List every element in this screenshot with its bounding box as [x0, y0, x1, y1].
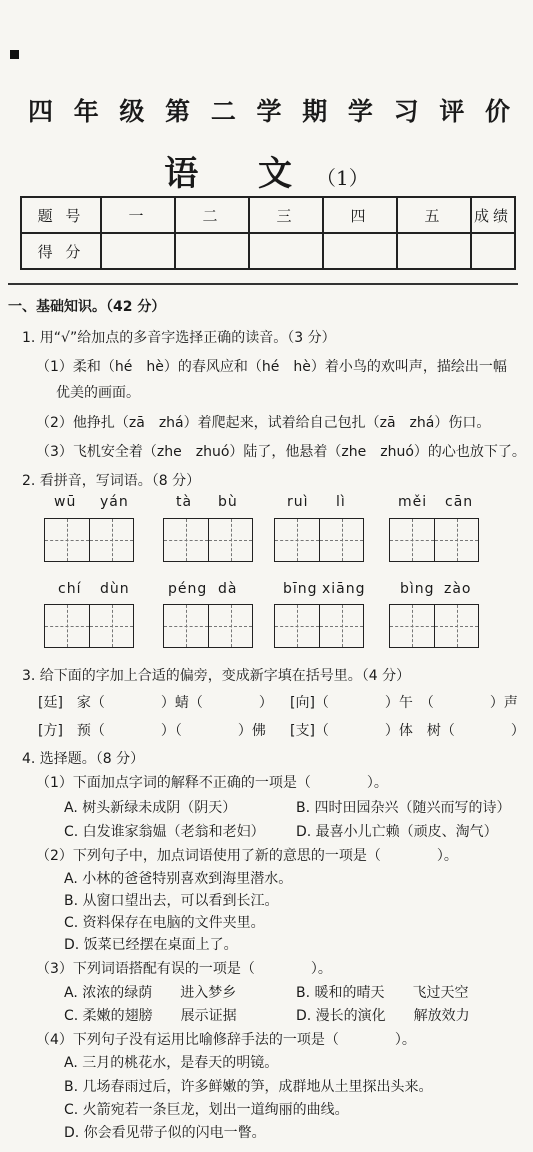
option: B. 从窗口望出去，可以看到长江。 — [64, 893, 279, 909]
score-table-header-row — [21, 197, 515, 233]
grid-cell[interactable] — [319, 519, 363, 561]
score-table-score-row — [21, 233, 515, 269]
pinyin: tà — [176, 494, 193, 510]
writing-grid[interactable] — [44, 604, 134, 648]
grid-cell[interactable] — [45, 605, 89, 647]
score-table — [20, 196, 516, 270]
score-input-cell[interactable] — [175, 233, 249, 269]
option: A. 小林的爸爸特别喜欢到海里潜水。 — [64, 871, 293, 887]
pinyin: yán — [100, 494, 129, 510]
option: D. 饭菜已经摆在桌面上了。 — [64, 937, 238, 953]
question-1-item-3: （3）飞机安全着（zhe zhuó）陆了，他悬着（zhe zhuó）的心也放下了。 — [36, 444, 526, 460]
pinyin: zào — [444, 581, 472, 597]
score-cell: 得 分 — [21, 233, 101, 269]
score-cell: 二 — [175, 197, 249, 233]
exam-title: 四 年 级 第 二 学 期 学 习 评 价 — [28, 97, 517, 126]
grid-cell[interactable] — [45, 519, 89, 561]
writing-grid[interactable] — [163, 604, 253, 648]
writing-grid[interactable] — [389, 518, 479, 562]
section-title: 一、基础知识。（42 分） — [8, 299, 166, 315]
question-3-title: 3. 给下面的字加上合适的偏旁，变成新字填在括号里。（4 分） — [22, 668, 411, 684]
score-cell: 成绩 — [471, 197, 515, 233]
pinyin: bìng — [400, 581, 435, 597]
question-3-row-2a: [方] 预（ ）（ ）佛 — [38, 723, 266, 739]
score-input-cell[interactable] — [323, 233, 397, 269]
question-4-title: 4. 选择题。（8 分） — [22, 751, 145, 767]
question-4-sub-1: （1）下面加点字词的解释不正确的一项是（ ）。 — [36, 775, 388, 791]
score-input-cell[interactable] — [397, 233, 471, 269]
score-input-cell[interactable] — [249, 233, 323, 269]
pinyin: ruì — [287, 494, 309, 510]
writing-grid[interactable] — [389, 604, 479, 648]
pinyin: cān — [445, 494, 474, 510]
question-4-sub-3: （3）下列词语搭配有误的一项是（ ）。 — [36, 961, 332, 977]
grid-cell[interactable] — [434, 605, 478, 647]
writing-grid[interactable] — [274, 604, 364, 648]
pinyin: měi — [398, 494, 428, 510]
score-cell: 三 — [249, 197, 323, 233]
question-3-row-1a: [廷] 家（ ）蜻（ ） — [38, 695, 273, 711]
corner-mark — [10, 50, 19, 59]
grid-cell[interactable] — [89, 519, 133, 561]
grid-cell[interactable] — [208, 605, 252, 647]
pinyin: lì — [336, 494, 346, 510]
grid-cell[interactable] — [89, 605, 133, 647]
pinyin: dà — [218, 581, 238, 597]
option: C. 资料保存在电脑的文件夹里。 — [64, 915, 265, 931]
option: A. 浓浓的绿荫 进入梦乡 — [64, 985, 237, 1001]
pinyin: péng — [168, 581, 208, 597]
option: A. 树头新绿未成阴（阴天） — [64, 800, 237, 816]
question-3-row-2b: [支]（ ）体 树（ ） — [290, 723, 525, 739]
grid-cell[interactable] — [164, 519, 208, 561]
option: D. 你会看见带子似的闪电一瞥。 — [64, 1125, 266, 1141]
option: C. 柔嫩的翅膀 展示证据 — [64, 1008, 237, 1024]
score-input-cell[interactable] — [471, 233, 515, 269]
grid-cell[interactable] — [208, 519, 252, 561]
divider — [8, 283, 518, 285]
writing-grid[interactable] — [44, 518, 134, 562]
option: D. 最喜小儿亡赖（顽皮、淘气） — [296, 824, 498, 840]
grid-cell[interactable] — [164, 605, 208, 647]
writing-grid[interactable] — [274, 518, 364, 562]
grid-cell[interactable] — [319, 605, 363, 647]
option: A. 三月的桃花水，是春天的明镜。 — [64, 1055, 279, 1071]
score-cell: 题 号 — [21, 197, 101, 233]
option: C. 火箭宛若一条巨龙，划出一道绚丽的曲线。 — [64, 1102, 349, 1118]
score-input-cell[interactable] — [101, 233, 175, 269]
grid-cell[interactable] — [390, 605, 434, 647]
question-4-sub-2: （2）下列句子中，加点词语使用了新的意思的一项是（ ）。 — [36, 848, 458, 864]
subject-title — [140, 146, 393, 195]
pinyin: dùn — [100, 581, 130, 597]
grid-cell[interactable] — [275, 519, 319, 561]
grid-cell[interactable] — [434, 519, 478, 561]
grid-cell[interactable] — [275, 605, 319, 647]
pinyin: chí — [58, 581, 82, 597]
writing-grid[interactable] — [163, 518, 253, 562]
question-1-item-2: （2）他挣扎（zā zhá）着爬起来，试着给自己包扎（zā zhá）伤口。 — [36, 415, 491, 431]
pinyin: wū — [54, 494, 77, 510]
subject-number: （1） — [316, 166, 369, 190]
option: B. 暖和的晴天 飞过天空 — [296, 985, 469, 1001]
question-1-title: 1. 用“√”给加点的多音字选择正确的读音。（3 分） — [22, 330, 336, 346]
grid-cell[interactable] — [390, 519, 434, 561]
option: D. 漫长的演化 解放效力 — [296, 1008, 470, 1024]
question-2-title: 2. 看拼音，写词语。（8 分） — [22, 473, 201, 489]
subject-name: 语 文 — [164, 154, 317, 194]
question-1-item-1-cont: 优美的画面。 — [56, 385, 140, 401]
option: B. 几场春雨过后，许多鲜嫩的笋，成群地从土里探出头来。 — [64, 1079, 433, 1095]
question-3-row-1b: [向]（ ）午 （ ）声 — [290, 695, 518, 711]
option: B. 四时田园杂兴（随兴而写的诗） — [296, 800, 511, 816]
score-cell: 四 — [323, 197, 397, 233]
score-cell: 一 — [101, 197, 175, 233]
pinyin: xiāng — [322, 581, 366, 597]
score-cell: 五 — [397, 197, 471, 233]
pinyin: bù — [218, 494, 238, 510]
question-4-sub-4: （4）下列句子没有运用比喻修辞手法的一项是（ ）。 — [36, 1032, 416, 1048]
pinyin: bīng — [283, 581, 318, 597]
option: C. 白发谁家翁媪（老翁和老妇） — [64, 824, 265, 840]
question-1-item-1: （1）柔和（hé hè）的春风应和（hé hè）着小鸟的欢叫声，描绘出一幅 — [36, 359, 507, 375]
